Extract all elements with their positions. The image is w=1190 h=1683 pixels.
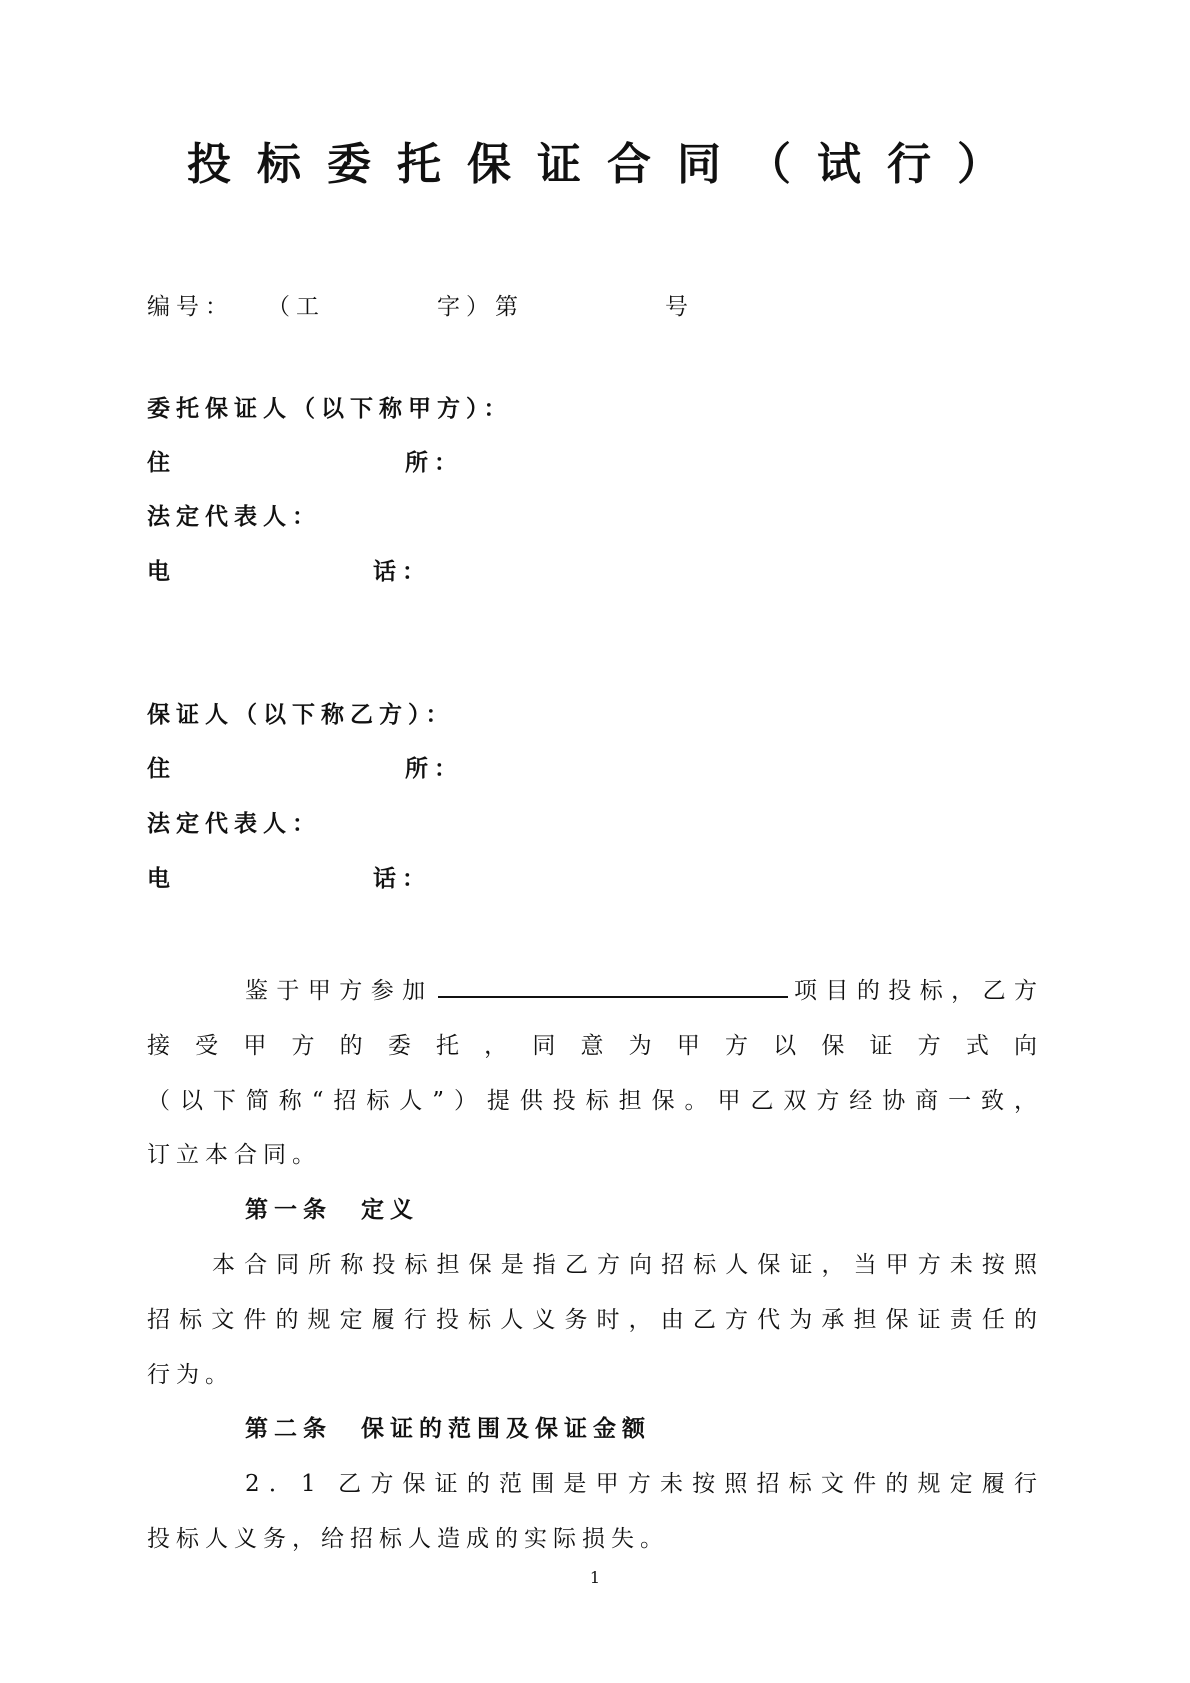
article-2-heading: 第二条 保证的范围及保证金额 xyxy=(245,1416,651,1442)
number-zi-di: 字）第 xyxy=(437,294,524,320)
party-b-address-label-left: 住 xyxy=(147,756,176,782)
document-title: 投标委托保证合同（试行） xyxy=(187,139,1027,190)
project-name-blank xyxy=(438,974,788,998)
party-b-phone-label-left: 电 xyxy=(147,866,176,892)
party-a-address-label-left: 住 xyxy=(147,450,176,476)
party-a-phone-label-left: 电 xyxy=(147,559,176,585)
party-a-legal-rep-label: 法定代表人： xyxy=(147,504,321,530)
preamble-line-3: （以下简称“招标人”）提供投标担保。甲乙双方经协商一致， xyxy=(147,1088,1043,1114)
number-gong: （工 xyxy=(267,294,325,320)
article-1-heading: 第一条 定义 xyxy=(245,1197,419,1223)
contract-number-row xyxy=(147,288,707,318)
article-1-line-3: 行为。 xyxy=(147,1362,234,1388)
party-b-heading: 保证人（以下称乙方）： xyxy=(147,702,455,728)
party-a-heading: 委托保证人（以下称甲方）： xyxy=(147,396,513,422)
party-a-address-label-right: 所： xyxy=(405,450,463,476)
preamble-line-4: 订立本合同。 xyxy=(147,1142,321,1168)
preamble-line-1 xyxy=(245,972,1043,1005)
article-2-line-1: 2．1 乙方保证的范围是甲方未按照招标文件的规定履行 xyxy=(245,1471,1043,1497)
article-1-line-1: 本合同所称投标担保是指乙方向招标人保证，当甲方未按照 xyxy=(212,1252,1043,1278)
page-number: 1 xyxy=(589,1568,601,1587)
preamble-line-1-before: 鉴于甲方参加 xyxy=(245,978,434,1004)
preamble-line-1-after: 项目的投标，乙方 xyxy=(791,978,1044,1004)
article-2-line-2: 投标人义务，给招标人造成的实际损失。 xyxy=(147,1526,669,1552)
number-hao: 号 xyxy=(665,294,694,320)
party-b-legal-rep-label: 法定代表人： xyxy=(147,811,321,837)
preamble-line-2: 接受甲方的委托，同意为甲方以保证方式向 xyxy=(147,1033,1043,1059)
article-1-line-2: 招标文件的规定履行投标人义务时，由乙方代为承担保证责任的 xyxy=(147,1307,1043,1333)
party-a-phone-label-right: 话： xyxy=(373,559,431,585)
number-label: 编号： xyxy=(147,294,234,320)
party-b-address-label-right: 所： xyxy=(405,756,463,782)
party-b-phone-label-right: 话： xyxy=(373,866,431,892)
